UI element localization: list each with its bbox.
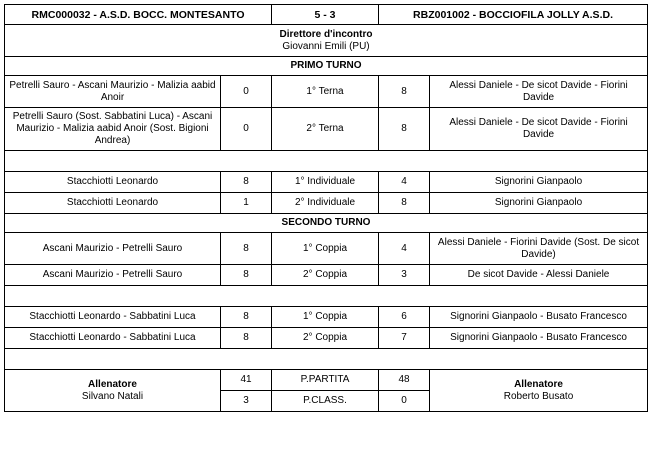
away-partita-points: 48 xyxy=(379,370,430,391)
away-points: 4 xyxy=(379,172,430,193)
section-title-secondo-turno: SECONDO TURNO xyxy=(5,214,648,233)
totals-row-partita xyxy=(5,370,648,391)
header-row xyxy=(5,5,648,25)
away-points: 8 xyxy=(379,76,430,108)
spacer-cell xyxy=(5,286,648,307)
game-type: 1° Individuale xyxy=(272,172,379,193)
director-cell xyxy=(5,25,648,57)
away-players: De sicot Davide - Alessi Daniele xyxy=(430,265,648,286)
home-points: 8 xyxy=(221,307,272,328)
home-coach-name: Silvano Natali xyxy=(81,390,144,402)
away-players: Alessi Daniele - De sicot Davide - Fiorini Davide xyxy=(430,108,648,151)
home-players: Stacchiotti Leonardo xyxy=(5,172,221,193)
spacer-cell xyxy=(5,151,648,172)
home-team: RMC000032 - A.S.D. BOCC. MONTESANTO xyxy=(5,5,272,25)
game-row xyxy=(5,307,648,328)
home-players: Ascani Maurizio - Petrelli Sauro xyxy=(5,233,221,265)
game-row xyxy=(5,265,648,286)
home-points: 8 xyxy=(221,233,272,265)
home-coach-cell xyxy=(5,370,221,412)
away-points: 8 xyxy=(379,108,430,151)
game-row xyxy=(5,172,648,193)
match-score: 5 - 3 xyxy=(272,5,379,25)
section-row xyxy=(5,57,648,76)
home-players: Petrelli Sauro (Sost. Sabbatini Luca) - Ascani Maurizio - Malizia aabid Anoir (Sost. Bigioni Andrea) xyxy=(5,108,221,151)
away-players: Signorini Gianpaolo - Busato Francesco xyxy=(430,307,648,328)
away-players: Alessi Daniele - De sicot Davide - Fiorini Davide xyxy=(430,76,648,108)
away-points: 7 xyxy=(379,328,430,349)
home-coach-label: Allenatore xyxy=(88,378,137,390)
home-points: 8 xyxy=(221,265,272,286)
game-row xyxy=(5,76,648,108)
class-label: P.CLASS. xyxy=(272,391,379,412)
game-row xyxy=(5,108,648,151)
away-points: 6 xyxy=(379,307,430,328)
home-players: Petrelli Sauro - Ascani Maurizio - Malizia aabid Anoir xyxy=(5,76,221,108)
game-type: 2° Individuale xyxy=(272,193,379,214)
home-players: Ascani Maurizio - Petrelli Sauro xyxy=(5,265,221,286)
away-players: Signorini Gianpaolo xyxy=(430,193,648,214)
spacer-row xyxy=(5,286,648,307)
game-type: 1° Coppia xyxy=(272,233,379,265)
away-coach-label: Allenatore xyxy=(514,378,563,390)
match-report-table xyxy=(4,4,648,412)
game-type: 2° Coppia xyxy=(272,328,379,349)
game-row xyxy=(5,193,648,214)
home-players: Stacchiotti Leonardo - Sabbatini Luca xyxy=(5,328,221,349)
home-players: Stacchiotti Leonardo - Sabbatini Luca xyxy=(5,307,221,328)
away-players: Signorini Gianpaolo - Busato Francesco xyxy=(430,328,648,349)
home-points: 0 xyxy=(221,76,272,108)
away-coach-cell xyxy=(430,370,648,412)
spacer-row xyxy=(5,151,648,172)
home-partita-points: 41 xyxy=(221,370,272,391)
home-points: 1 xyxy=(221,193,272,214)
director-row xyxy=(5,25,648,57)
away-players: Alessi Daniele - Fiorini Davide (Sost. De sicot Davide) xyxy=(430,233,648,265)
game-type: 1° Terna xyxy=(272,76,379,108)
away-points: 4 xyxy=(379,233,430,265)
away-points: 3 xyxy=(379,265,430,286)
director-name: Giovanni Emili (PU) xyxy=(282,40,370,52)
away-points: 8 xyxy=(379,193,430,214)
game-type: 2° Coppia xyxy=(272,265,379,286)
away-team: RBZ001002 - BOCCIOFILA JOLLY A.S.D. xyxy=(379,5,648,25)
away-players: Signorini Gianpaolo xyxy=(430,172,648,193)
home-class-points: 3 xyxy=(221,391,272,412)
partita-label: P.PARTITA xyxy=(272,370,379,391)
section-title-primo-turno: PRIMO TURNO xyxy=(5,57,648,76)
home-points: 0 xyxy=(221,108,272,151)
home-players: Stacchiotti Leonardo xyxy=(5,193,221,214)
section-row xyxy=(5,214,648,233)
spacer-row xyxy=(5,349,648,370)
spacer-cell xyxy=(5,349,648,370)
game-row xyxy=(5,328,648,349)
away-coach-name: Roberto Busato xyxy=(503,390,574,402)
away-class-points: 0 xyxy=(379,391,430,412)
game-row xyxy=(5,233,648,265)
game-type: 1° Coppia xyxy=(272,307,379,328)
director-title: Direttore d'incontro xyxy=(279,28,373,40)
home-points: 8 xyxy=(221,328,272,349)
game-type: 2° Terna xyxy=(272,108,379,151)
home-points: 8 xyxy=(221,172,272,193)
